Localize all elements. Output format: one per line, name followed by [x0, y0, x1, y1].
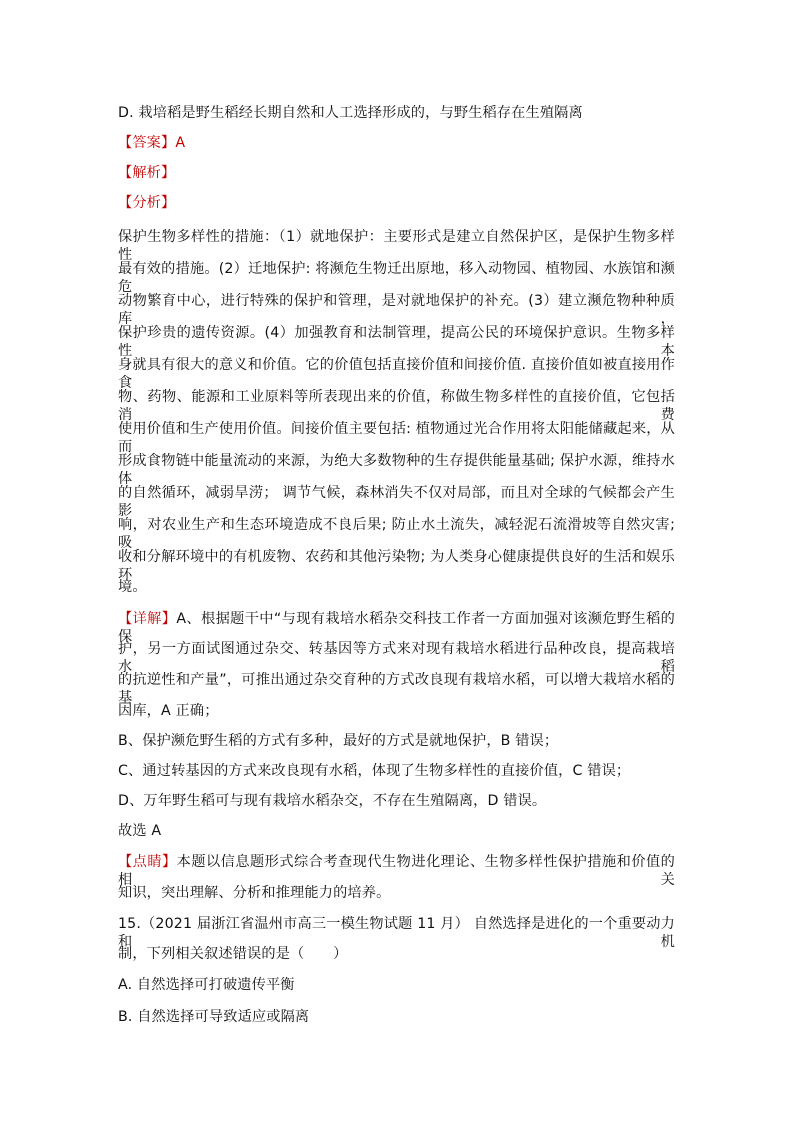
analysis-line: 身就具有很大的意义和价值。它的价值包括直接价值和间接价值. 直接价值如被直接用作食 [118, 357, 675, 391]
detail-line: 因库，A 正确； [118, 703, 219, 719]
analysis-line: 响，对农业生产和生态环境造成不良后果; 防止水土流失，减轻泥石流滑坡等自然灾害; 吸 [118, 517, 675, 551]
judgement-line: C、通过转基因的方式来改良现有水稻，体现了生物多样性的直接价值，C 错误； [118, 763, 631, 779]
analysis-line: 使用价值和生产使用价值。间接价值主要包括: 植物通过光合作用将太阳能储藏起来，从而 [118, 421, 675, 455]
fenxi-tag: 【分析】 [118, 195, 176, 211]
detail-text: A、根据题干中“与现有栽培水稻杂交科技工作者一方面加强对该濒危野生稻的保 [118, 611, 675, 645]
answer-value: A [175, 135, 186, 151]
analysis-line: 物、药物、能源和工业原料等所表现出来的价值，称做生物多样性的直接价值，它包括消费 [118, 389, 675, 423]
detail-line: 护，另一方面试图通过杂交、转基因等方式来对现有栽培水稻进行品种改良，提高栽培水稻 [118, 641, 675, 675]
jiexi-tag: 【解析】 [118, 165, 176, 181]
analysis-line: 最有效的措施。(2）迁地保护: 将濒危生物迁出原地，移入动物园、植物园、水族馆和濒危 [118, 261, 675, 295]
answer-line [118, 134, 185, 152]
question-option-a: A. 自然选择可打破遗传平衡 [118, 977, 295, 993]
answer-tag: 【答案】 [118, 135, 176, 151]
detail-line: 的抗逆性和产量”，可推出通过杂交育种的方式改良现有栽培水稻，可以增大栽培水稻的基 [118, 672, 675, 706]
question-option-b: B. 自然选择可导致适应或隔离 [118, 1009, 310, 1025]
analysis-line: 动物繁育中心，进行特殊的保护和管理，是对就地保护的补充。(3）建立濒危物种种质库， [118, 293, 675, 327]
comment-line: 知识，突出理解、分析和推理能力的培养。 [118, 885, 391, 901]
comment-tag: 【点睛】 [118, 854, 177, 870]
question-stem: 15.（2021 届浙江省温州市高三一模生物试题 11 月） 自然选择是进化的一个重要动力和机 [118, 916, 675, 950]
conclusion: 故选 A [118, 823, 162, 839]
detail-tag: 【详解】 [118, 611, 177, 627]
analysis-line: 保护生物多样性的措施：（1）就地保护：主要形式是建立自然保护区，是保护生物多样性 [118, 229, 675, 263]
analysis-line: 收和分解环境中的有机废物、农药和其他污染物; 为人类身心健康提供良好的生活和娱乐环 [118, 549, 675, 583]
question-stem: 制，下列相关叙述错误的是（ ） [118, 946, 348, 962]
option-d: D. 栽培稻是野生稻经长期自然和人工选择形成的，与野生稻存在生殖隔离 [118, 105, 583, 121]
analysis-line: 的自然循环，减弱旱涝； 调节气候，森林消失不仅对局部，而且对全球的气候都会产生影 [118, 485, 675, 519]
analysis-line: 境。 [118, 579, 147, 595]
judgement-line: D、万年野生稻可与现有栽培水稻杂交，不存在生殖隔离，D 错误。 [118, 793, 547, 809]
analysis-line: 保护珍贵的遗传资源。(4）加强教育和法制管理，提高公民的环境保护意识。生物多样性本 [118, 325, 675, 359]
judgement-line: B、保护濒危野生稻的方式有多种，最好的方式是就地保护，B 错误； [118, 733, 559, 749]
analysis-line: 形成食物链中能量流动的来源，为绝大多数物种的生存提供能量基础; 保护水源，维持水体 [118, 453, 675, 487]
comment-text: 本题以信息题形式综合考查现代生物进化理论、生物多样性保护措施和价值的相关 [118, 854, 675, 888]
